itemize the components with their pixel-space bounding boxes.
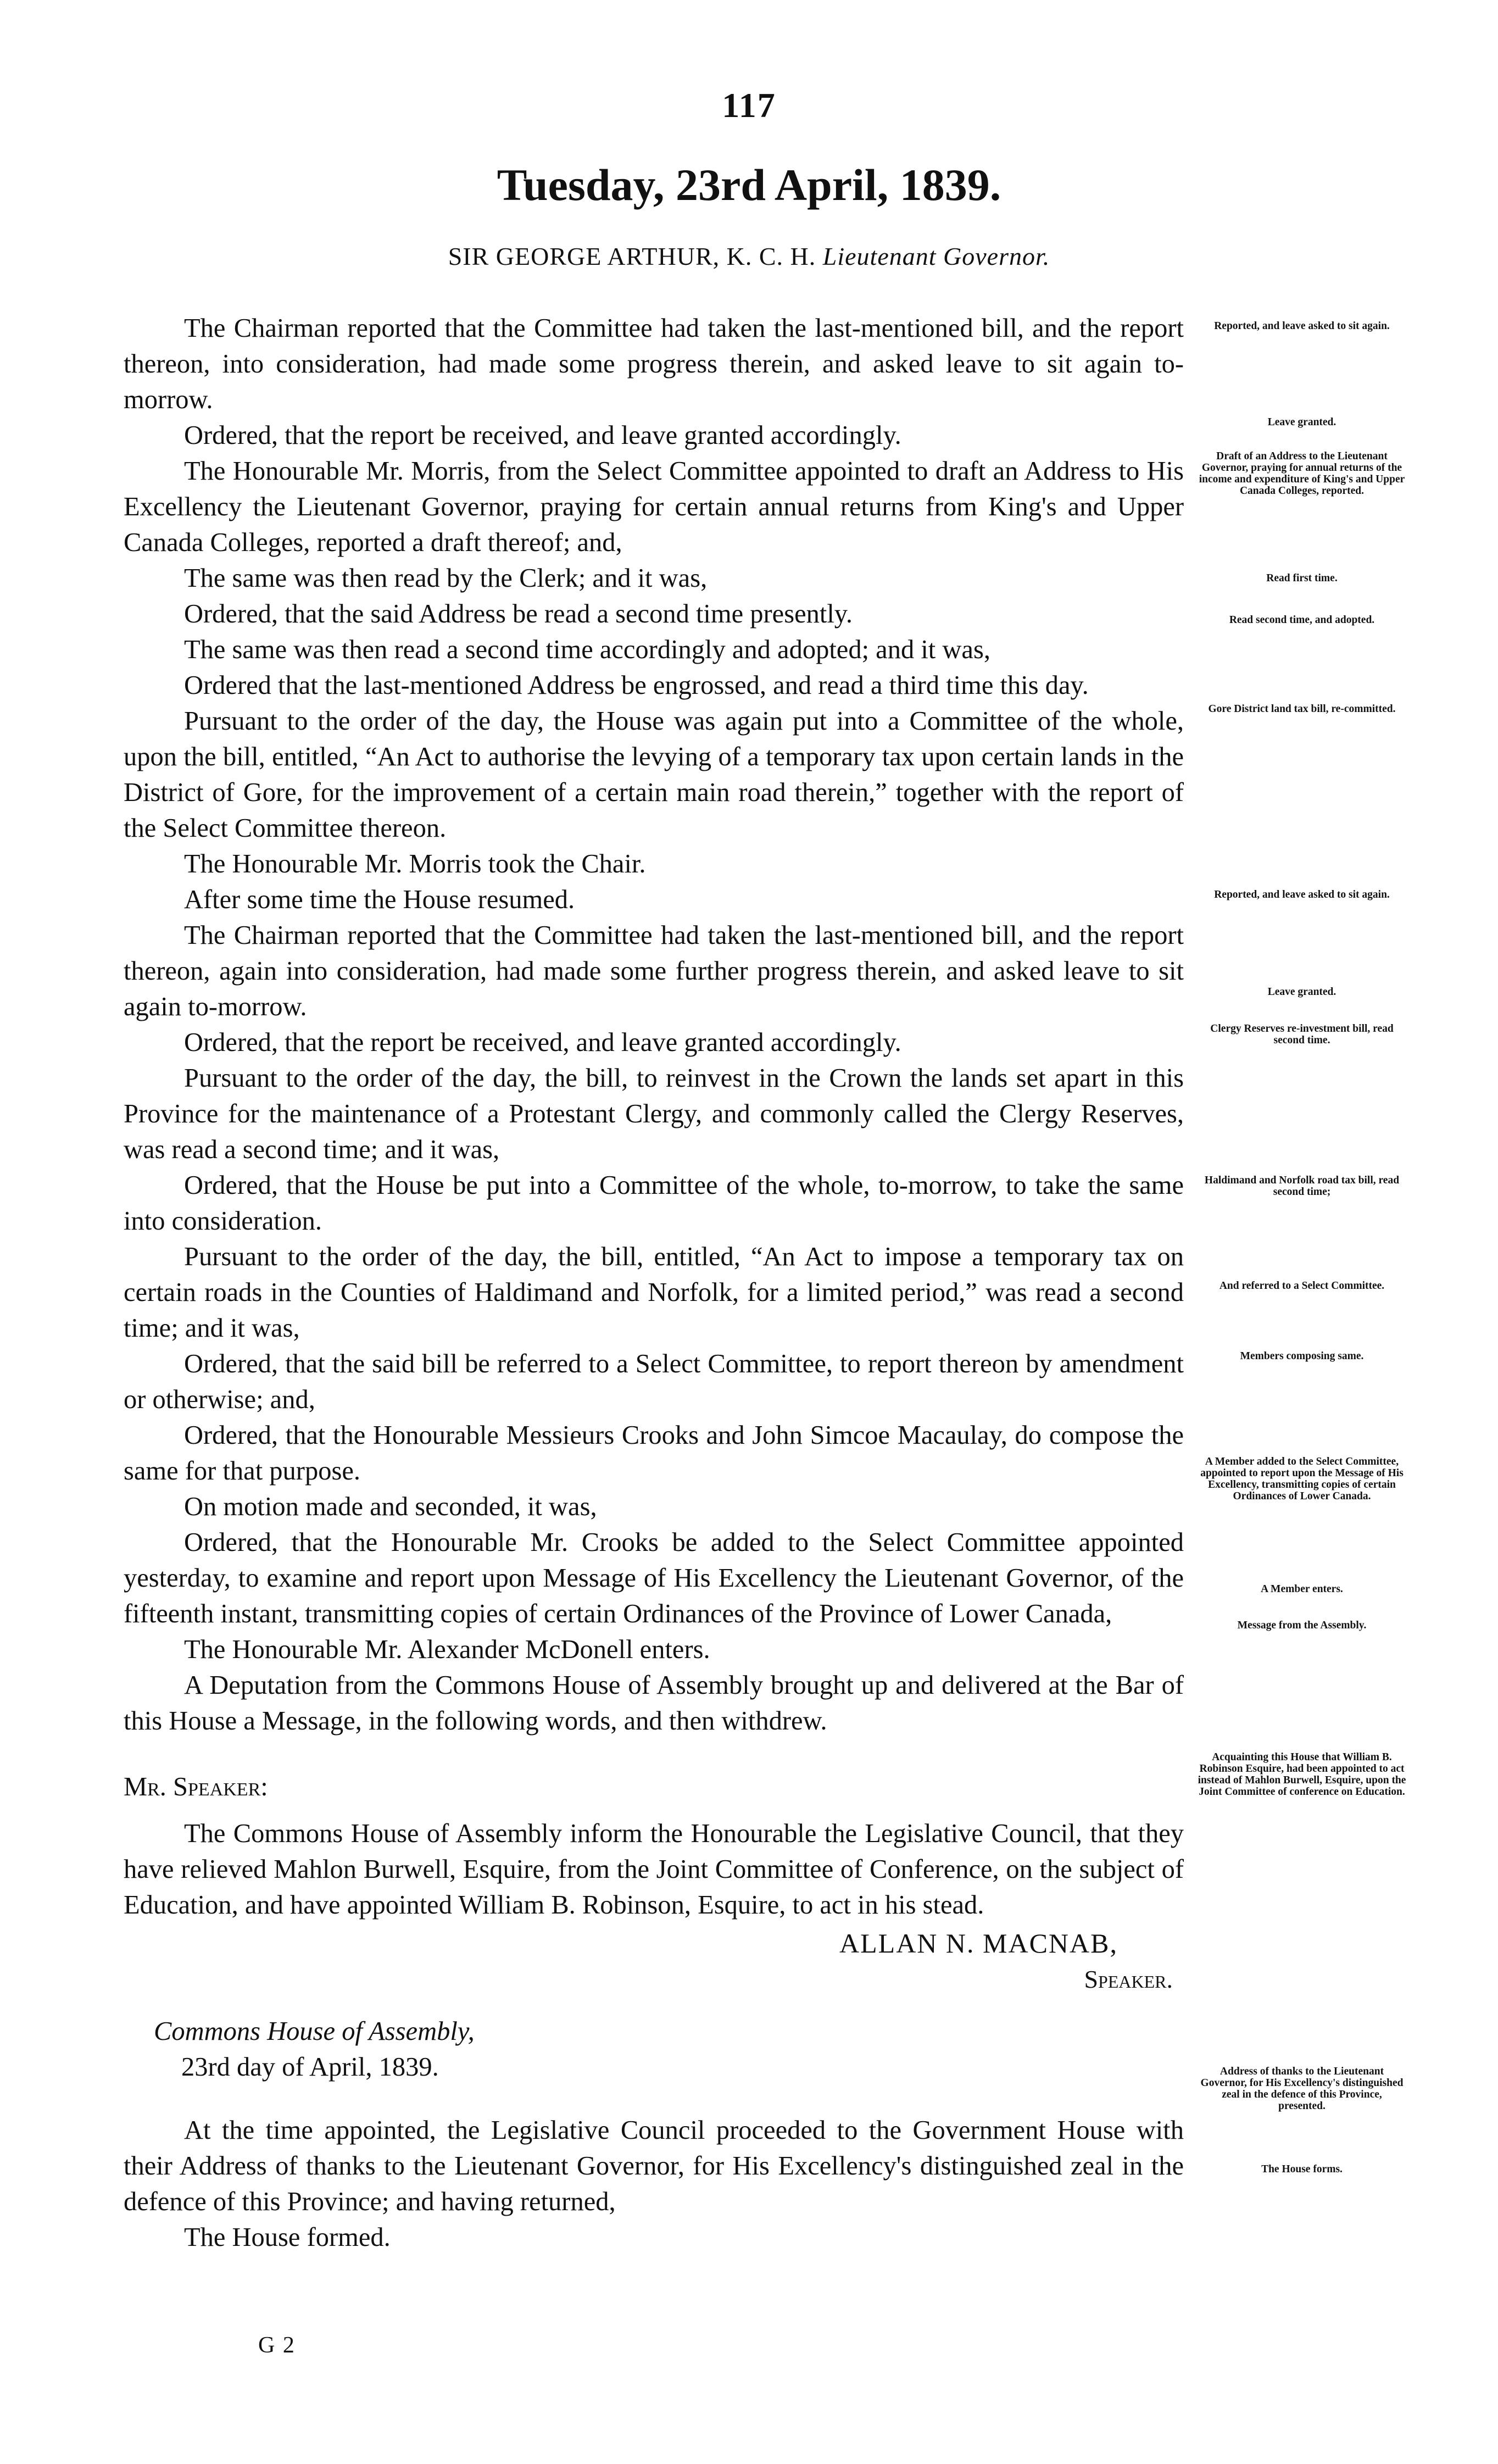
paragraph: Ordered, that the report be received, and leave granted accordingly. — [184, 421, 901, 450]
page-number: 117 — [722, 86, 776, 125]
paragraph: The Chairman reported that the Committee had taken the last-mentioned bill, and the report thereon, into consideration, had made some progress therein, and asked leave to sit again to-morrow. — [124, 314, 1184, 414]
paragraph: Ordered, that the Honourable Mr. Crooks be added to the Select Committee appointed yesterday, to examine and report upon Message of His Excellency the Lieutenant Governor, of the fifteenth instant, transmitting copies of certain Ordinances of the Province of Lower Canada, — [124, 1528, 1184, 1628]
governor-name: SIR GEORGE ARTHUR, K. C. H. — [448, 242, 816, 270]
message-signature: ALLAN N. MACNAB, — [839, 1928, 1118, 1959]
paragraph: Ordered that the last-mentioned Address be engrossed, and read a third time this day. — [184, 671, 1089, 700]
paragraph: A Deputation from the Commons House of Assembly brought up and delivered at the Bar of this House a Message, in the following words, and then withdrew. — [124, 1671, 1184, 1736]
paragraph: After some time the House resumed. — [184, 885, 575, 914]
journal-body — [124, 310, 1184, 2255]
message-date: 23rd day of April, 1839. — [181, 2053, 439, 2082]
paragraph: The Honourable Mr. Alexander McDonell enters. — [184, 1635, 710, 1664]
marginal-note: Acquainting this House that William B. Robinson Esquire, had been appointed to act instead of Mahlon Burwell, Esquire, upon the Joint Committee of conference on Education. — [1198, 1751, 1406, 1798]
governor-title: Lieutenant Governor. — [822, 242, 1050, 270]
paragraph: Pursuant to the order of the day, the bill, to reinvest in the Crown the lands set apart in this Province for the maintenance of a Protestant Clergy, and commonly called the Clergy Reserves, was read a second time; and it was, — [124, 1064, 1184, 1164]
marginal-note: Address of thanks to the Lieutenant Governor, for His Excellency's distinguished zeal in the defence of this Province, presented. — [1200, 2066, 1404, 2112]
paragraph: Ordered, that the Honourable Messieurs Crooks and John Simcoe Macaulay, do compose the same for that purpose. — [124, 1421, 1184, 1486]
marginal-note: Leave granted. — [1267, 986, 1336, 998]
marginal-note: And referred to a Select Committee. — [1219, 1280, 1385, 1292]
marginal-note: A Member added to the Select Committee, appointed to report upon the Message of His Excellency, transmitting copies of certain Ordinances of Lower Canada. — [1200, 1456, 1404, 1502]
paragraph: The same was then read a second time accordingly and adopted; and it was, — [184, 635, 990, 664]
paragraph: Ordered, that the said bill be referred to a Select Committee, to report thereon by amendment or otherwise; and, — [124, 1349, 1184, 1414]
marginal-note: Leave granted. — [1267, 416, 1336, 428]
paragraph: Ordered, that the said Address be read a second time presently. — [184, 599, 853, 628]
paragraph: The Honourable Mr. Morris, from the Select Committee appointed to draft an Address to His Excellency the Lieutenant Governor, praying for certain annual returns from King's and Upper Canada Colleges, reported a draft thereof; and, — [124, 457, 1184, 557]
paragraph: Ordered, that the report be received, and leave granted accordingly. — [184, 1028, 901, 1057]
message-signature-title: Speaker. — [1084, 1965, 1173, 1993]
sitting-date-heading: Tuesday, 23rd April, 1839. — [497, 160, 1001, 210]
paragraph: On motion made and seconded, it was, — [184, 1492, 597, 1521]
paragraph: At the time appointed, the Legislative Council proceeded to the Government House with their Address of thanks to the Lieutenant Governor, for His Excellency's distinguished zeal in the defence of this Province; and having returned, — [124, 2116, 1184, 2216]
marginal-note: Members composing same. — [1240, 1350, 1364, 1362]
paragraph: Pursuant to the order of the day, the House was again put into a Committee of the whole, upon the bill, entitled, “An Act to authorise the levying of a temporary tax upon certain lands in the District of Gore, for the improvement of a certain main road therein,” together with the report of the Select Committee thereon. — [124, 707, 1184, 843]
printer-signature-mark: G 2 — [258, 2333, 296, 2358]
marginal-note: Reported, and leave asked to sit again. — [1214, 889, 1390, 900]
paragraph: Ordered, that the House be put into a Committee of the whole, to-morrow, to take the same into consideration. — [124, 1171, 1184, 1236]
message-salutation: Mr. Speaker: — [124, 1772, 268, 1801]
marginal-note: A Member enters. — [1261, 1583, 1343, 1595]
governor-line — [0, 242, 1498, 271]
marginal-note: The House forms. — [1261, 2163, 1343, 2175]
paragraph: The Honourable Mr. Morris took the Chair. — [184, 849, 646, 878]
paragraph: The Chairman reported that the Committee had taken the last-mentioned bill, and the report thereon, again into consideration, had made some further progress therein, and asked leave to sit again to-morrow. — [124, 921, 1184, 1021]
marginal-note: Read first time. — [1266, 572, 1338, 584]
marginal-note: Draft of an Address to the Lieutenant Governor, praying for annual returns of the income and expenditure of King's and Upper Canada Colleges, reported. — [1199, 450, 1405, 497]
message-text: The Commons House of Assembly inform the Honourable the Legislative Council, that they have relieved Mahlon Burwell, Esquire, from the Joint Committee of Conference, on the subject of Education, and have appointed William B. Robinson, Esquire, to act in his stead. — [124, 1819, 1184, 1920]
paragraph: The same was then read by the Clerk; and it was, — [184, 564, 708, 593]
marginal-note: Reported, and leave asked to sit again. — [1214, 320, 1390, 332]
marginal-note: Message from the Assembly. — [1237, 1620, 1367, 1631]
marginal-note: Clergy Reserves re-investment bill, read second time. — [1210, 1023, 1394, 1046]
paragraph: The House formed. — [184, 2223, 391, 2252]
marginal-note: Gore District land tax bill, re-committed. — [1208, 703, 1396, 715]
marginal-note: Haldimand and Norfolk road tax bill, read second time; — [1204, 1175, 1400, 1198]
paragraph: Pursuant to the order of the day, the bill, entitled, “An Act to impose a temporary tax on certain roads in the Counties of Haldimand and Norfolk, for a limited period,” was read a second time; and it was, — [124, 1242, 1184, 1343]
message-place: Commons House of Assembly, — [154, 2017, 475, 2046]
marginal-note: Read second time, and adopted. — [1229, 614, 1375, 626]
